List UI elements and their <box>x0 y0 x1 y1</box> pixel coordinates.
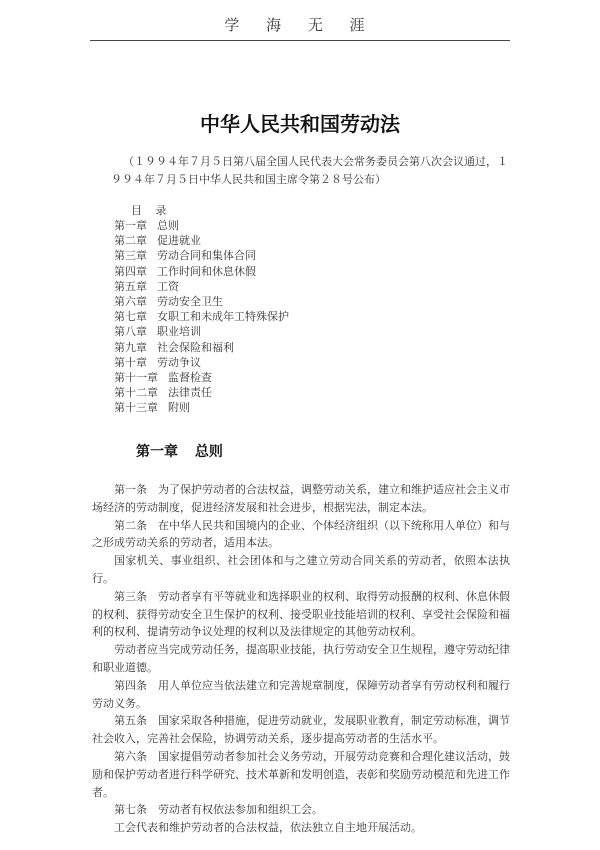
toc-item-number: 第十二章 <box>114 386 158 400</box>
toc-item <box>114 218 289 233</box>
page-header: 学 海 无 涯 <box>224 16 376 34</box>
toc-item-label: 社会保险和福利 <box>157 340 234 354</box>
toc-item-number: 第三章 <box>114 249 147 263</box>
toc-item-label: 女职工和未成年工特殊保护 <box>157 310 289 324</box>
article-paragraph: 第二条 在中华人民共和国境内的企业、个体经济组织（以下统称用人单位）和与之形成劳动关系的劳动者，适用本法。 <box>92 518 510 550</box>
toc-item-number: 第五章 <box>114 279 147 293</box>
toc-item-label: 监督检查 <box>168 370 212 384</box>
toc-item-number: 第十三章 <box>114 401 158 415</box>
toc-item-number: 第六章 <box>114 294 147 308</box>
toc-item-number: 第九章 <box>114 340 147 354</box>
toc-item <box>114 309 289 324</box>
toc-item <box>114 324 289 339</box>
toc-item-label: 劳动争议 <box>157 355 201 369</box>
toc-item-label: 工作时间和休息休假 <box>157 264 256 278</box>
toc-item-number: 第七章 <box>114 310 147 324</box>
article-paragraph: 第五条 国家采取各种措施，促进劳动就业，发展职业教育，制定劳动标准，调节社会收入，完善社会保险，协调劳动关系，逐步提高劳动者的生活水平。 <box>92 714 510 746</box>
toc-item-label: 工资 <box>157 279 179 293</box>
header-divider <box>90 40 510 41</box>
toc-item-number: 第一章 <box>114 219 147 232</box>
toc-item-label: 总则 <box>157 219 179 232</box>
toc-item-label: 劳动合同和集体合同 <box>157 249 256 263</box>
article-paragraph: 第三条 劳动者享有平等就业和选择职业的权利、取得劳动报酬的权利、休息休假的权利、获得劳动安全卫生保护的权利、接受职业技能培训的权利、享受社会保险和福利的权利、提请劳动争议处理的权利以及法律规定的其他劳动权利。 <box>92 589 510 639</box>
table-of-contents <box>114 218 289 415</box>
toc-item <box>114 400 289 415</box>
document-title: 中华人民共和国劳动法 <box>200 112 400 136</box>
toc-item-number: 第四章 <box>114 264 147 278</box>
chapter-heading: 第一章 总则 <box>136 444 223 460</box>
article-paragraph: 第六条 国家提倡劳动者参加社会义务劳动，开展劳动竞赛和合理化建议活动，鼓励和保护劳动者进行科学研究、技术革新和发明创造，表彰和奖励劳动模范和先进工作者。 <box>92 749 510 799</box>
toc-item <box>114 370 289 385</box>
toc-item <box>114 294 289 309</box>
article-paragraph: 劳动者应当完成劳动任务，提高职业技能，执行劳动安全卫生规程，遵守劳动纪律和职业道德。 <box>92 643 510 674</box>
toc-item-label: 附则 <box>168 401 190 415</box>
toc-item-label: 促进就业 <box>157 234 201 248</box>
toc-item <box>114 355 289 370</box>
toc-item <box>114 233 289 248</box>
toc-item-number: 第二章 <box>114 234 147 248</box>
toc-item <box>114 279 289 294</box>
toc-item-number: 第八章 <box>114 325 147 339</box>
article-paragraph: 工会代表和维护劳动者的合法权益，依法独立自主地开展活动。 <box>114 821 422 835</box>
toc-item-label: 劳动安全卫生 <box>157 294 223 308</box>
article-paragraph: 第一条 为了保护劳动者的合法权益，调整劳动关系，建立和维护适应社会主义市场经济的劳动制度，促进经济发展和社会进步，根据宪法，制定本法。 <box>92 483 510 514</box>
toc-item-label: 法律责任 <box>168 386 212 400</box>
toc-item-label: 职业培训 <box>157 325 201 339</box>
toc-item <box>114 385 289 400</box>
article-paragraph: 国家机关、事业组织、社会团体和与之建立劳动合同关系的劳动者，依照本法执行。 <box>92 554 510 585</box>
toc-item <box>114 248 289 263</box>
toc-item-number: 第十章 <box>114 355 147 369</box>
toc-heading: 目 录 <box>131 204 167 217</box>
chapter-body <box>92 481 510 837</box>
document-subtitle: （１９９４年７月５日第八届全国人民代表大会常务委员会第八次会议通过，１９９４年７月５日中华人民共和国主席令第２８号公布） <box>111 155 508 186</box>
toc-item <box>114 340 289 355</box>
article-paragraph: 第四条 用人单位应当依法建立和完善规章制度，保障劳动者享有劳动权利和履行劳动义务。 <box>92 678 510 710</box>
toc-item <box>114 264 289 279</box>
toc-item-number: 第十一章 <box>114 370 158 384</box>
article-paragraph: 第七条 劳动者有权依法参加和组织工会。 <box>114 803 323 817</box>
